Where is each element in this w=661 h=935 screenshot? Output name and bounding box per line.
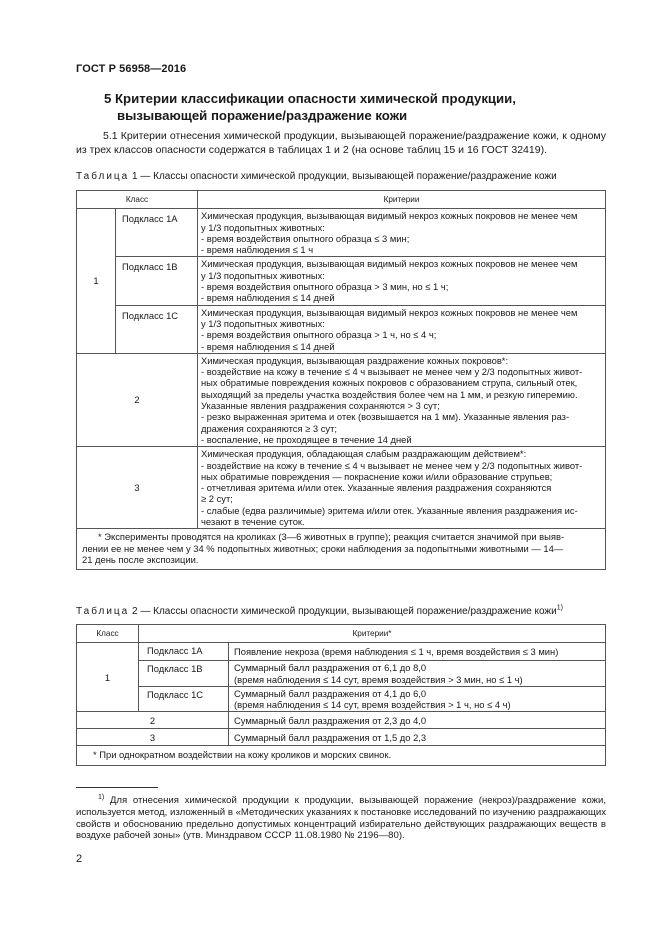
- table1-1a-line: - время воздействия опытного образца ≤ 3 мин;: [201, 232, 410, 244]
- table1-1b-line: - время наблюдения ≤ 14 дней: [201, 292, 335, 304]
- table1-subclass-1b: Подкласс 1В: [116, 257, 198, 305]
- table1-2-line: - воспаление, не проходящее в течение 14 дней: [201, 433, 412, 445]
- table2-criteria-1a: Появление некроза (время наблюдения ≤ 1 ч, время воздействия ≤ 3 мин): [229, 643, 606, 661]
- table1-header-row: [77, 191, 606, 209]
- table2-subclass-1c: Подкласс 1С: [139, 686, 229, 712]
- table2-1c-line: (время наблюдения ≤ 14 сут, время воздействия > 1 ч, но ≤ 4 ч): [234, 699, 511, 711]
- table1-3-line: - воздействие на кожу в течение ≤ 4 ч вызывает не менее чем у 2/3 подопытных живот-: [201, 459, 583, 471]
- table1-1a-line: у 1/3 подопытных животных:: [201, 221, 325, 233]
- table1-class-3: 3: [77, 447, 198, 529]
- table1-2-line: - резко выраженная эритема и отек (возвышается на 1 мм). Указанные явления раз-: [201, 411, 570, 423]
- table1-2-line: ных обратимые повреждения кожных покровов с образованием струпа, сильный отек,: [201, 377, 578, 389]
- table2-caption-word: Таблица: [76, 606, 130, 617]
- table2-1b-line: Суммарный балл раздражения от 6,1 до 8,0: [234, 662, 427, 674]
- table2-header-row: [77, 625, 606, 643]
- table1-1b-line: - время воздействия опытного образца > 3 мин, но ≤ 1 ч;: [201, 281, 449, 293]
- table1-note-line: лении ее не менее чем у 34 % подопытных животных; сроки наблюдения за подопытными животными — 14—: [82, 542, 564, 554]
- table1-header-class: Класс: [77, 191, 198, 209]
- table2-1c-line: Суммарный балл раздражения от 4,1 до 6,0: [234, 687, 427, 699]
- table1-caption-word: Таблица: [76, 171, 130, 182]
- table2-header-class: Класс: [77, 625, 139, 643]
- table1-3-line: ных обратимые повреждения — покраснение кожи и/или образование струпьев;: [201, 470, 553, 482]
- page-number: 2: [76, 853, 83, 865]
- table1-1c-line: у 1/3 подопытных животных:: [201, 317, 325, 329]
- table1-caption-text: 1 — Классы опасности химической продукции, вызывающей поражение/раздражение кожи: [129, 171, 557, 182]
- table1-note-line: * Эксперименты проводятся на кроликах (3—6 животных в группе); реакция считается значимой при выяв-: [98, 531, 565, 543]
- table2-row-2: [77, 712, 606, 729]
- table1-criteria-1c: [198, 305, 606, 353]
- table1-2-line: - воздействие на кожу в течение ≤ 4 ч вызывает не менее чем у 2/3 подопытных живот-: [201, 366, 583, 378]
- table1-criteria-2: [198, 353, 606, 446]
- table2-caption: [76, 605, 563, 618]
- table2-row-1c: [77, 686, 606, 712]
- table1-1c-line: Химическая продукция, вызывающая видимый некроз кожных покровов не менее чем: [201, 306, 578, 318]
- table1-row-1c: [77, 305, 606, 353]
- table-1: [76, 190, 606, 570]
- table2-criteria-2: Суммарный балл раздражения от 2,3 до 4,0: [229, 712, 606, 729]
- table2-class-2: 2: [77, 712, 229, 729]
- table1-note-row: [77, 529, 606, 570]
- table2-class-1: 1: [77, 643, 139, 712]
- table1-row-3: [77, 447, 606, 529]
- table1-1a-line: Химическая продукция, вызывающая видимый некроз кожных покровов не менее чем: [201, 210, 578, 222]
- table1-1c-line: - время наблюдения ≤ 14 дней: [201, 340, 335, 352]
- table1-2-line: дражения сохраняются ≥ 3 сут;: [201, 422, 337, 434]
- table1-subclass-1a: Подкласс 1А: [116, 209, 198, 257]
- table2-subclass-1b: Подкласс 1В: [139, 661, 229, 687]
- table2-subclass-1a: Подкласс 1А: [139, 643, 229, 661]
- table2-class-3: 3: [77, 729, 229, 746]
- table1-3-line: - отчетливая эритема и/или отек. Указанные явления раздражения сохраняются: [201, 482, 552, 494]
- footnote-separator: [76, 787, 158, 788]
- table1-3-line: - слабые (едва различимые) эритема и/или отек. Указанные явления раздражения ис-: [201, 504, 578, 516]
- table1-3-line: чезают в течение суток.: [201, 516, 305, 528]
- table1-row-1b: [77, 257, 606, 305]
- table1-3-line: ≥ 2 сут;: [201, 493, 233, 505]
- document-header: ГОСТ Р 56958—2016: [76, 63, 187, 75]
- table1-class-2: 2: [77, 353, 198, 446]
- table2-criteria-1c: [229, 686, 606, 712]
- table1-header-criteria: Критерии: [198, 191, 606, 209]
- section-title-line-2: вызывающей поражение/раздражение кожи: [117, 107, 408, 123]
- table1-note: [77, 529, 606, 570]
- table2-criteria-1b: [229, 661, 606, 687]
- table1-criteria-1b: [198, 257, 606, 305]
- table1-row-1a: [77, 209, 606, 257]
- table2-note-row: [77, 746, 606, 766]
- table1-2-line: Указанные явления раздражения сохраняются > 3 сут;: [201, 400, 440, 412]
- footnote-marker: 1): [98, 793, 105, 801]
- table2-caption-text: 2 — Классы опасности химической продукции, вызывающей поражение/раздражение кожи: [129, 606, 557, 617]
- table2-row-1a: [77, 643, 606, 661]
- table1-2-line: выходящий за пределы участка воздействия более чем на 1 мм, и резкую гиперемию.: [201, 388, 578, 400]
- table2-row-1b: [77, 661, 606, 687]
- section-title: [104, 91, 604, 124]
- table1-2-line: Химическая продукция, вызывающая раздражение кожных покровов*:: [201, 354, 509, 366]
- table1-caption: [76, 170, 557, 183]
- table1-row-2: [77, 353, 606, 446]
- table2-1b-line: (время наблюдения ≤ 14 сут, время воздействия > 3 мин, но ≤ 1 ч): [234, 673, 523, 685]
- table1-1b-line: у 1/3 подопытных животных:: [201, 269, 325, 281]
- table2-note: * При однократном воздействии на кожу кроликов и морских свинок.: [77, 746, 606, 766]
- table1-1a-line: - время наблюдения ≤ 1 ч: [201, 244, 314, 256]
- table2-header-criteria: Критерии*: [139, 625, 606, 643]
- table1-3-line: Химическая продукция, обладающая слабым раздражающим действием*:: [201, 448, 527, 460]
- table2-criteria-3: Суммарный балл раздражения от 1,5 до 2,3: [229, 729, 606, 746]
- table2-caption-footnote-ref: 1): [556, 604, 563, 612]
- footnote-text: Для отнесения химической продукции к продукции, вызывающей поражение (некроз)/раздражение кожи, используется метод, изложенный в «Методических указаниях к постановке исследований по изучению раздражающих свойств и обоснованию предельно допустимых концентраций избирательно действующих раздражающих веществ в воздухе рабочей зоны» (утв. Минздравом СССР 11.08.1980 № 2196—80).: [76, 795, 607, 842]
- table1-subclass-1c: Подкласс 1С: [116, 305, 198, 353]
- section-title-line-1: 5 Критерии классификации опасности химической продукции,: [104, 91, 516, 106]
- table1-1b-line: Химическая продукция, вызывающая видимый некроз кожных покровов не менее чем: [201, 258, 578, 270]
- footnote: [76, 795, 606, 842]
- table1-class-1: 1: [77, 209, 116, 354]
- table1-criteria-3: [198, 447, 606, 529]
- table1-1c-line: - время воздействия опытного образца > 1 ч, но ≤ 4 ч;: [201, 329, 437, 341]
- table-2: [76, 624, 606, 766]
- table1-criteria-1a: [198, 209, 606, 257]
- intro-paragraph: 5.1 Критерии отнесения химической продукции, вызывающей поражение/раздражение кожи, к одному из трех классов опасности содержатся в таблицах 1 и 2 (на основе таблиц 15 и 16 ГОСТ 32419).: [76, 130, 606, 156]
- table2-row-3: [77, 729, 606, 746]
- table1-note-line: 21 день после экспозиции.: [82, 554, 199, 566]
